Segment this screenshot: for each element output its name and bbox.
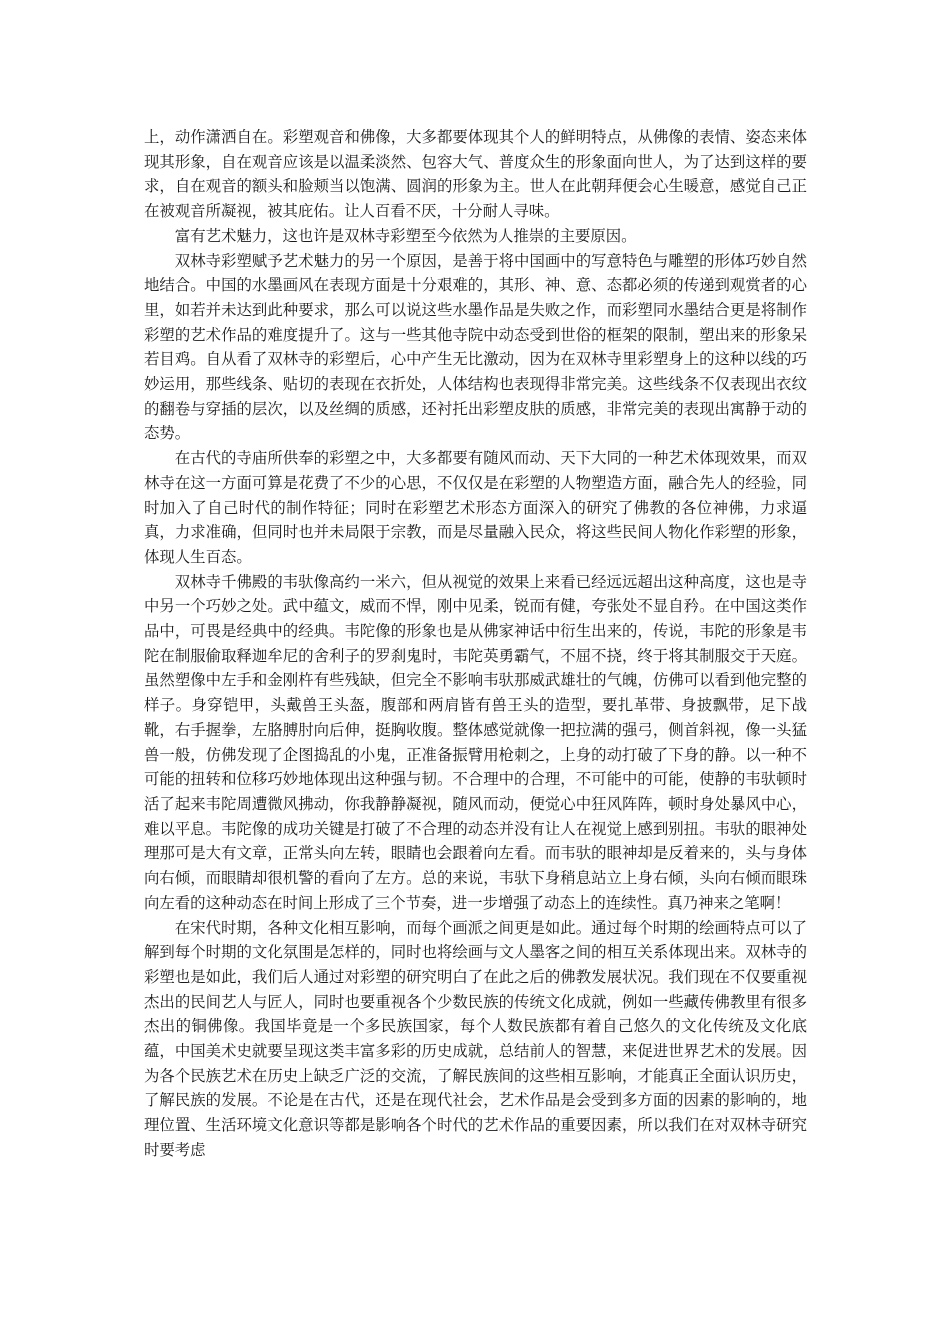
document-body bbox=[144, 125, 807, 1163]
paragraph: 双林寺彩塑赋予艺术魅力的另一个原因，是善于将中国画中的写意特色与雕塑的形体巧妙自然地结合。中国的水墨画风在表现方面是十分艰难的，其形、神、意、态都必须的传递到观赏者的心里，如若并未达到此种要求，那么可以说这些水墨作品是失败之作，而彩塑同水墨结合更是将制作彩塑的艺术作品的难度提升了。这与一些其他寺院中动态受到世俗的框架的限制，塑出来的形象呆若目鸡。自从看了双林寺的彩塑后，心中产生无比激动，因为在双林寺里彩塑身上的这种以线的巧妙运用，那些线条、贴切的表现在衣折处，人体结构也表现得非常完美。这些线条不仅表现出衣纹的翻卷与穿插的层次，以及丝绸的质感，还衬托出彩塑皮肤的质感，非常完美的表现出寓静于动的态势。 bbox=[144, 251, 807, 443]
paragraph: 在古代的寺庙所供奉的彩塑之中，大多都要有随风而动、天下大同的一种艺术体现效果，而双林寺在这一方面可算是花费了不少的心思，不仅仅是在彩塑的人物塑造方面，融合先人的经验，同时加入了自己时代的制作特征；同时在彩塑艺术形态方面深入的研究了佛教的各位神佛，力求逼真，力求准确，但同时也并未局限于宗教，而是尽量融入民众，将这些民间人物化作彩塑的形象，体现人生百态。 bbox=[144, 449, 807, 566]
paragraph: 富有艺术魅力，这也许是双林寺彩塑至今依然为人推崇的主要原因。 bbox=[174, 226, 637, 245]
paragraph: 双林寺千佛殿的韦驮像高约一米六，但从视觉的效果上来看已经远远超出这种高度，这也是寺中另一个巧妙之处。武中蕴文，威而不悍，刚中见柔，锐而有健，夸张处不显自矜。在中国这类作品中，可畏是经典中的经典。韦陀像的形象也是从佛家神话中衍生出来的，传说，韦陀的形象是韦陀在制服偷取释迦牟尼的舍利子的罗刹鬼时，韦陀英勇霸气，不屈不挠，终于将其制服交于天庭。虽然塑像中左手和金刚杵有些残缺，但完全不影响韦驮那威武雄壮的气魄，仿佛可以看到他完整的样子。身穿铠甲，头戴兽王头盔，腹部和两肩皆有兽王头的造型，要扎革带、身披飘带，足下战靴，右手握拳，左胳膊肘向后伸，挺胸收腹。整体感觉就像一把拉满的强弓，侧首斜视，像一头猛兽一般，仿佛发现了企图捣乱的小鬼，正准备振臂用枪刺之，上身的动打破了下身的静。以一种不可能的扭转和位移巧妙地体现出这种强与韧。不合理中的合理，不可能中的可能，使静的韦驮顿时活了起来韦陀周遭微风拂动，你我静静凝视，随风而动，便觉心中狂风阵阵，顿时身处暴风中心，难以平息。韦陀像的成功关键是打破了不合理的动态并没有让人在视觉上感到别扭。韦驮的眼神处理那可是大有文章，正常头向左转，眼睛也会跟着向左看。而韦驮的眼神却是反着来的，头与身体向右倾，而眼睛却很机警的看向了左方。总的来说，韦驮下身稍息站立上身右倾，头向右倾而眼珠向左看的这种动态在时间上形成了三个节奏，进一步增强了动态上的连续性。真乃神来之笔啊！ bbox=[144, 572, 807, 912]
paragraph-continued: 上，动作潇洒自在。彩塑观音和佛像，大多都要体现其个人的鲜明特点，从佛像的表情、姿态来体现其形象，自在观音应该是以温柔淡然、包容大气、普度众生的形象面向世人，为了达到这样的要求，自在观音的额头和脸颊当以饱满、圆润的形象为主。世人在此朝拜便会心生暖意，感觉自己正在被观音所凝视，被其庇佑。让人百看不厌，十分耐人寻味。 bbox=[144, 128, 807, 221]
paragraph: 在宋代时期，各种文化相互影响，而每个画派之间更是如此。通过每个时期的绘画特点可以了解到每个时期的文化氛围是怎样的，同时也将绘画与文人墨客之间的相互关系体现出来。双林寺的彩塑也是如此，我们后人通过对彩塑的研究明白了在此之后的佛教发展状况。我们现在不仅要重视杰出的民间艺人与匠人，同时也要重视各个少数民族的传统文化成就，例如一些藏传佛教里有很多杰出的铜佛像。我国毕竟是一个多民族国家，每个人数民族都有着自己悠久的文化传统及文化底蕴，中国美术史就要呈现这类丰富多彩的历史成就，总结前人的智慧，来促进世界艺术的发展。因为各个民族艺术在历史上缺乏广泛的交流，了解民族间的这些相互影响，才能真正全面认识历史，了解民族的发展。不论是在古代，还是在现代社会，艺术作品是会受到多方面的因素的影响的，地理位置、生活环境文化意识等都是影响各个时代的艺术作品的重要因素，所以我们在对双林寺研究时要考虑 bbox=[144, 918, 807, 1159]
